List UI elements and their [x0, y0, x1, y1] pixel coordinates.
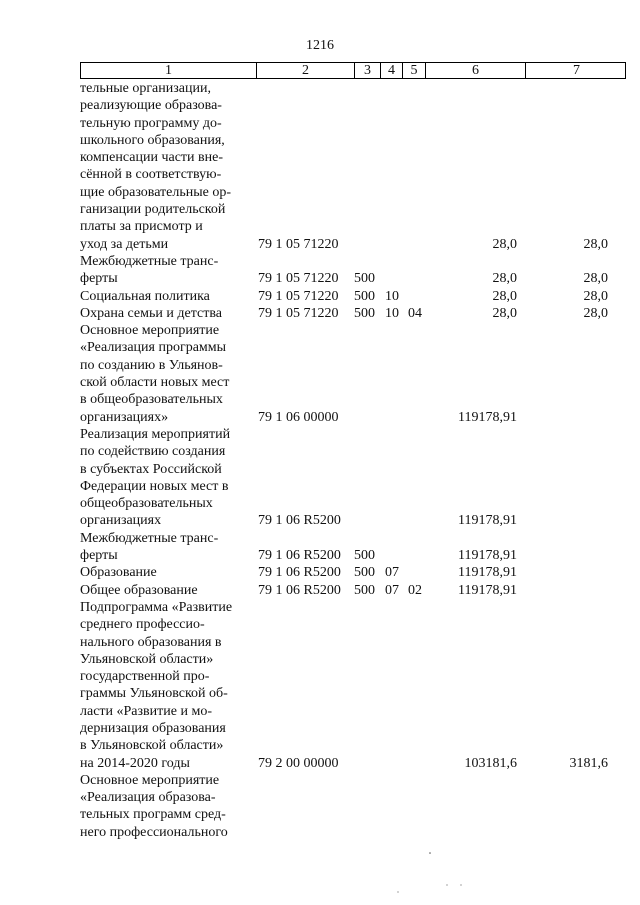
row-description — [80, 322, 248, 426]
table-row — [80, 288, 640, 305]
description-line: школьного образования, — [80, 132, 225, 148]
description-line: по содействию создания — [80, 444, 226, 460]
table-row — [80, 80, 640, 253]
description-line: организациях» — [80, 409, 169, 425]
description-line: Основное мероприятие — [80, 323, 220, 339]
header-col-5: 5 — [403, 63, 426, 78]
description-line: ферты — [80, 271, 118, 287]
table-row — [80, 253, 640, 288]
header-col-2: 2 — [257, 63, 355, 78]
row-description — [80, 426, 248, 530]
description-line: государственной про- — [80, 669, 210, 685]
header-col-4: 4 — [381, 63, 403, 78]
row-amount-6: 28,0 — [492, 271, 517, 287]
table-row — [80, 582, 640, 599]
description-line: платы за присмотр и — [80, 219, 203, 235]
row-vr: 500 — [354, 565, 375, 581]
header-col-6: 6 — [426, 63, 526, 78]
header-col-3: 3 — [355, 63, 381, 78]
description-line: ласти «Развитие и мо- — [80, 703, 212, 719]
description-line: Межбюджетные транс- — [80, 530, 219, 546]
row-pr: 02 — [408, 582, 422, 598]
row-vr: 500 — [354, 288, 375, 304]
row-code: 79 1 06 R5200 — [258, 513, 341, 529]
row-code: 79 1 06 00000 — [258, 409, 339, 425]
description-line: Ульяновской области» — [80, 651, 214, 667]
row-rz: 07 — [385, 565, 399, 581]
row-description — [80, 772, 248, 841]
row-amount-7: 28,0 — [583, 288, 608, 304]
description-line: по созданию в Ульянов- — [80, 357, 223, 373]
header-col-1: 1 — [81, 63, 257, 78]
row-amount-6: 119178,91 — [458, 513, 517, 529]
row-amount-6: 28,0 — [492, 236, 517, 252]
description-line: Межбюджетные транс- — [80, 253, 219, 269]
description-line: ганизации родительской — [80, 202, 226, 218]
row-code: 79 1 06 R5200 — [258, 565, 341, 581]
table-row — [80, 322, 640, 426]
description-line: Социальная политика — [80, 288, 210, 304]
description-line: Реализация мероприятий — [80, 426, 231, 442]
description-line: щие образовательные ор- — [80, 184, 232, 200]
description-line: среднего профессио- — [80, 617, 205, 633]
row-description — [80, 80, 248, 253]
row-amount-6: 28,0 — [492, 288, 517, 304]
description-line: Подпрограмма «Развитие — [80, 599, 233, 615]
description-line: него профессионального — [80, 824, 228, 840]
table-row — [80, 530, 640, 565]
table-row — [80, 599, 640, 772]
row-description — [80, 582, 248, 599]
row-description — [80, 305, 248, 322]
row-code: 79 1 05 71220 — [258, 288, 339, 304]
description-line: Образование — [80, 565, 157, 581]
description-line: организациях — [80, 513, 162, 529]
row-code: 79 2 00 00000 — [258, 755, 339, 771]
description-line: в субъектах Российской — [80, 461, 222, 477]
page-number: 1216 — [306, 38, 334, 53]
row-description — [80, 599, 248, 772]
row-vr: 500 — [354, 582, 375, 598]
description-line: сённой в соответствую- — [80, 167, 222, 183]
row-amount-7: 28,0 — [583, 305, 608, 321]
description-line: ферты — [80, 548, 118, 564]
row-description — [80, 564, 248, 581]
header-col-7: 7 — [573, 63, 580, 78]
row-pr: 04 — [408, 305, 422, 321]
row-code: 79 1 05 71220 — [258, 305, 339, 321]
row-description — [80, 530, 248, 565]
row-amount-7: 3181,6 — [569, 755, 608, 771]
row-amount-6: 119178,91 — [458, 409, 517, 425]
row-vr: 500 — [354, 548, 375, 564]
description-line: на 2014-2020 годы — [80, 755, 190, 771]
row-amount-6: 28,0 — [492, 305, 517, 321]
row-rz: 10 — [385, 288, 399, 304]
description-line: уход за детьми — [80, 236, 169, 252]
row-description — [80, 253, 248, 288]
description-line: Основное мероприятие — [80, 772, 220, 788]
description-line: Федерации новых мест в — [80, 478, 229, 494]
row-rz: 07 — [385, 582, 399, 598]
description-line: общеобразовательных — [80, 496, 213, 512]
description-line: тельных программ сред- — [80, 807, 226, 823]
table-row — [80, 564, 640, 581]
row-amount-6: 119178,91 — [458, 548, 517, 564]
row-code: 79 1 05 71220 — [258, 236, 339, 252]
description-line: тельную программу до- — [80, 115, 222, 131]
table-body — [80, 80, 640, 841]
row-amount-6: 103181,6 — [464, 755, 517, 771]
description-line: Охрана семьи и детства — [80, 305, 222, 321]
description-line: в Ульяновской области» — [80, 738, 224, 754]
row-amount-6: 119178,91 — [458, 565, 517, 581]
row-amount-7: 28,0 — [583, 236, 608, 252]
table-row — [80, 772, 640, 841]
row-vr: 500 — [354, 271, 375, 287]
description-line: дернизация образования — [80, 720, 226, 736]
description-line: ской области новых мест — [80, 375, 230, 391]
description-line: реализующие образова- — [80, 98, 222, 114]
row-rz: 10 — [385, 305, 399, 321]
table-header — [80, 62, 626, 79]
row-code: 79 1 06 R5200 — [258, 548, 341, 564]
description-line: «Реализация образова- — [80, 790, 216, 806]
table-row — [80, 305, 640, 322]
description-line: Общее образование — [80, 582, 198, 598]
table-row — [80, 426, 640, 530]
row-vr: 500 — [354, 305, 375, 321]
description-line: в общеобразовательных — [80, 392, 223, 408]
description-line: тельные организации, — [80, 81, 211, 96]
row-code: 79 1 05 71220 — [258, 271, 339, 287]
row-amount-6: 119178,91 — [458, 582, 517, 598]
description-line: «Реализация программы — [80, 340, 227, 356]
description-line: компенсации части вне- — [80, 150, 224, 166]
row-description — [80, 288, 248, 305]
row-code: 79 1 06 R5200 — [258, 582, 341, 598]
description-line: граммы Ульяновской об- — [80, 686, 228, 702]
description-line: нального образования в — [80, 634, 222, 650]
row-amount-7: 28,0 — [583, 271, 608, 287]
